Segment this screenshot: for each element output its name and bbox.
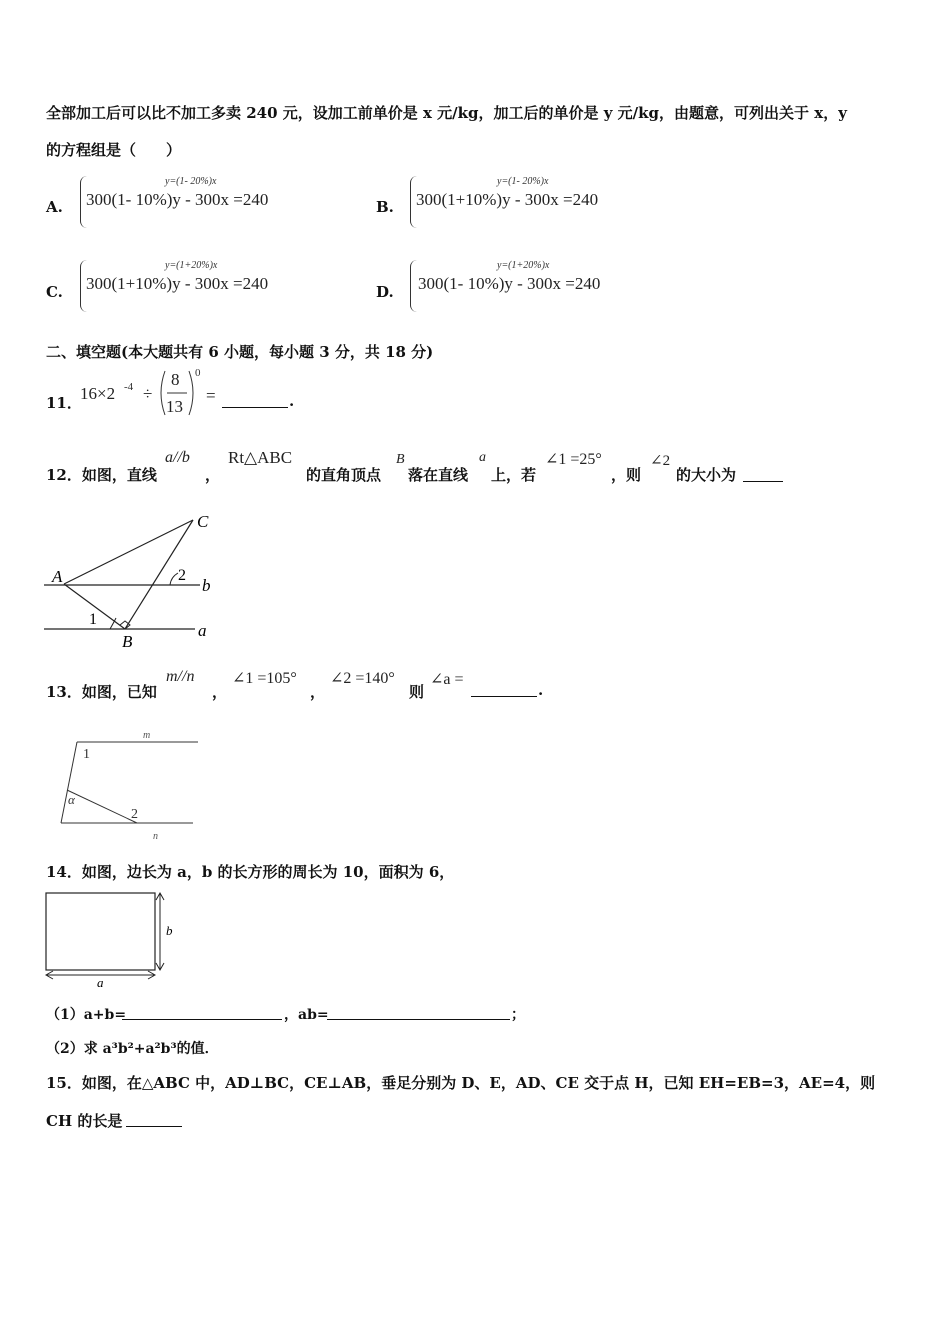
label-angle1: 1 [83,747,90,762]
q10-line1: 全部加工后可以比不加工多卖 240 元，设加工前单价是 x 元/kg，加工后的单价是 y 元/kg，由题意，可列出关于 x，y [46,104,847,122]
q14-part2: （2）求 a³b²+a²b³的值． [46,1041,219,1057]
q12-text-size: 的大小为 [676,466,737,484]
label-b: b [166,923,173,938]
label-a: a [97,975,104,989]
label-angle2: 2 [178,567,186,584]
label-angle2: 2 [131,807,138,822]
option-d-label: D. [376,283,394,301]
q13-text-then: 则 [409,683,425,701]
q11-expr-base: 16×2 [80,384,116,403]
q11-frac-numerator: 8 [171,370,180,389]
option-a-label: A. [46,198,63,216]
q13-angle2: ∠2 =140° [330,670,395,687]
option-b-top-eq: y=(1- 20%)x [497,176,549,187]
q12-triangle: Rt△ABC [228,448,293,467]
q11-div-sign: ÷ [143,384,153,403]
q11-exponent: -4 [124,381,134,393]
q12-text-vertex: 的直角顶点 [306,466,382,484]
q14-part1-prefix: （1）a+b= [46,1007,127,1023]
q12-text-if: 上，若 [491,466,537,484]
q12-prefix: 12．如图，直线 [46,466,157,484]
option-d-top-eq: y=(1+20%)x [497,260,550,271]
q12-text-line: 落在直线 [408,466,469,484]
q15-line2: CH 的长是 [46,1112,123,1130]
option-c-top-eq: y=(1+20%)x [165,260,218,271]
q11-answer-blank [222,407,288,408]
q11-zero-exponent: 0 [195,367,201,379]
rectangle [46,893,155,970]
q15-line1: 15．如图，在△ABC 中，AD⊥BC，CE⊥AB，垂足分别为 D、E，AD、CE 交于点 H，已知 EH=EB=3，AE=4，则 [46,1074,876,1092]
q11-number: 11． [46,394,82,412]
q12-figure [40,505,230,653]
angle2-arc [170,573,178,585]
label-line-b: b [202,576,211,595]
label-m: m [143,730,151,741]
q13-angle1: ∠1 =105° [232,670,297,687]
q13-comma2: ， [310,683,326,701]
q12-angle1: ∠1 =25° [545,451,602,468]
q12-line-a: a [479,450,486,465]
option-d-brace [410,260,417,312]
q14-part1-end: ； [511,1007,525,1023]
option-a-bottom-eq: 300(1- 10%)y - 300x =240 [86,190,269,209]
q12-point-b: B [396,452,405,467]
q12-text-then: ，则 [611,466,642,484]
q13-end: . [538,681,544,699]
q13-figure [55,726,205,846]
q13-answer-blank [471,696,537,697]
q13-angle-a: ∠a = [430,671,464,688]
option-d-bottom-eq: 300(1- 10%)y - 300x =240 [418,274,601,293]
q13-comma1: ， [212,683,228,701]
q11-equals: = [206,386,216,405]
q14-blank-product [327,1019,510,1020]
q13-parallel: m//n [166,668,195,685]
q11-frac-denominator: 13 [166,397,183,416]
option-c-bottom-eq: 300(1+10%)y - 300x =240 [86,274,269,293]
q12-comma: ， [205,466,221,484]
section-title: 二、填空题(本大题共有 6 小题，每小题 3 分，共 18 分) [46,343,434,361]
q14-figure [42,887,177,989]
label-n: n [153,831,158,842]
q12-answer-blank [743,481,783,482]
q15-answer-blank [126,1126,182,1127]
option-a-top-eq: y=(1- 20%)x [165,176,217,187]
label-alpha: α [68,792,75,807]
right-angle-mark [120,621,130,629]
transversal-inner [67,790,137,823]
label-b-point: B [122,632,133,651]
option-b-bottom-eq: 300(1+10%)y - 300x =240 [416,190,599,209]
q12-parallel: a//b [165,449,190,466]
q10-line2: 的方程组是（ ） [46,141,182,159]
q14-blank-sum [122,1019,282,1020]
q13-prefix: 13．如图，已知 [46,683,157,701]
label-c-point: C [197,512,209,531]
q12-angle2: ∠2 [650,453,671,469]
label-angle1: 1 [89,611,97,628]
option-c-label: C. [46,283,63,301]
label-a-point: A [52,567,63,586]
transversal-left [61,742,77,823]
q14-text: 14．如图，边长为 a，b 的长方形的周长为 10，面积为 6， [46,863,455,881]
q11-end: . [289,392,295,410]
option-b-label: B. [376,198,394,216]
label-line-a: a [198,621,207,640]
q14-part1-mid: ，ab= [284,1007,329,1023]
